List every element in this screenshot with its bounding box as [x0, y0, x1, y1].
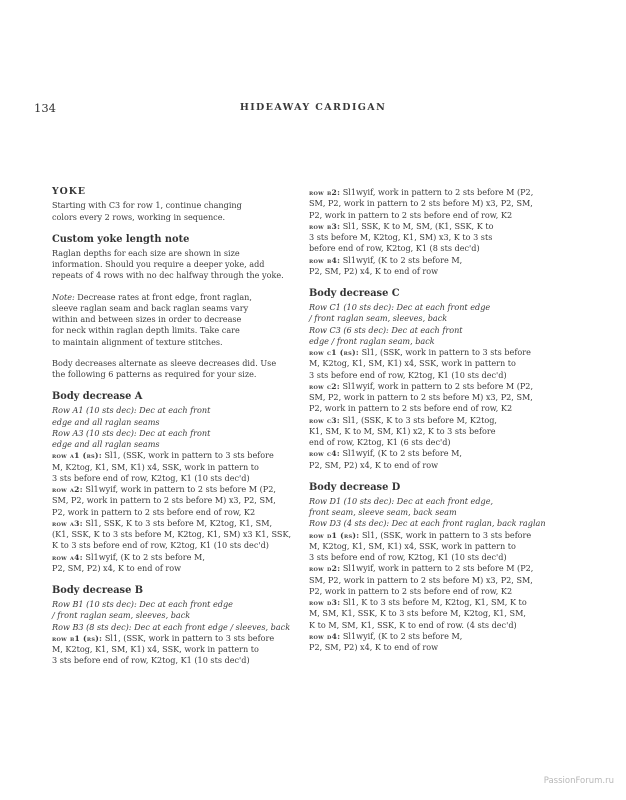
row-c2: row c2: Sl1wyif, work in pattern to 2 sts before M (P2, SM, P2, work in pattern to 2 sts before M) x3, P2, SM, P2, work in pattern to 2 sts before end of row, K2: [309, 380, 534, 414]
decrease-c-heading: Body decrease C: [309, 288, 400, 299]
note-text: Note: Decrease rates at front edge, front raglan, sleeve raglan seam and back raglan seams vary within and between sizes in order to decrease for neck within raglan depth limits. Take care to maintain alignment of texture stitches.: [52, 291, 252, 347]
left-column: [52, 186, 292, 667]
row-b2: row b2: Sl1wyif, work in pattern to 2 sts before M (P2, SM, P2, work in pattern to 2 sts before M) x3, P2, SM, P2, work in pattern to 2 sts before end of row, K2: [309, 187, 534, 220]
row-d1: row d1 (rs): Sl1, (SSK, work in pattern to 3 sts before M, K2tog, K1, SM, K1) x4, SSK, work in pattern to 3 sts before end of row, K2tog, K1 (10 sts dec'd): [309, 529, 532, 562]
row-a3: row a3: Sl1, SSK, K to 3 sts before M, K2tog, K1, SM, (K1, SSK, K to 3 sts before M, K2tog, K1, SM) x3 K1, SSK, K to 3 sts before end of row, K2tog, K1 (10 sts dec'd): [52, 517, 292, 551]
body-decreases-text: Body decreases alternate as sleeve decreases did. Use the following 6 patterns as required for your size.: [52, 357, 277, 379]
decrease-b-heading: Body decrease B: [52, 585, 143, 596]
decrease-a-summary: Row A1 (10 sts dec): Dec at each front edge and all raglan seams Row A3 (10 sts dec): Dec at each front edge and all raglan seams: [52, 405, 211, 449]
decrease-c-summary: Row C1 (10 sts dec): Dec at each front edge / front raglan seam, sleeves, back Row C3 (6 sts dec): Dec at each front edge / front raglan seam, back: [309, 302, 491, 346]
row-a1: row a1 (rs): Sl1, (SSK, work in pattern to 3 sts before M, K2tog, K1, SM, K1) x4, SSK, work in pattern to 3 sts before end of row, K2tog, K1 (10 sts dec'd): [52, 450, 274, 483]
row-b3: row b3: Sl1, SSK, K to M, SM, (K1, SSK, K to 3 sts before M, K2tog, K1, SM) x3, K to 3 sts before end of row, K2tog, K1 (8 sts dec'd): [309, 220, 494, 254]
row-b1: row b1 (rs): Sl1, (SSK, work in pattern to 3 sts before M, K2tog, K1, SM, K1) x4, SSK, work in pattern to 3 sts before end of row, K2tog, K1 (10 sts dec'd): [52, 632, 275, 666]
page-header: [0, 101, 626, 117]
note-label: Note:: [52, 291, 75, 302]
row-c1: row c1 (rs): Sl1, (SSK, work in pattern to 3 sts before M, K2tog, K1, SM, K1) x4, SSK, work in pattern to 3 sts before end of row, K2tog, K1 (10 sts dec'd): [309, 347, 531, 380]
decrease-d-heading: Body decrease D: [309, 481, 401, 493]
watermark: PassionForum.ru: [543, 776, 614, 786]
row-a4: row a4: Sl1wyif, (K to 2 sts before M, P2, SM, P2) x4, K to end of row: [52, 551, 205, 573]
decrease-d-summary: Row D1 (10 sts dec): Dec at each front edge, front seam, sleeve seam, back seam Row D3 (4 sts dec): Dec at each front raglan, back raglan: [309, 495, 546, 529]
decrease-b-summary: Row B1 (10 sts dec): Dec at each front edge / front raglan seam, sleeves, back Row B3 (8 sts dec): Dec at each front edge / sleeves, back: [52, 599, 291, 632]
row-a2: row a2: Sl1wyif, work in pattern to 2 sts before M (P2, SM, P2, work in pattern to 2 sts before M) x3, P2, SM, P2, work in pattern to 2 sts before end of row, K2: [52, 484, 276, 517]
row-d4: row d4: Sl1wyif, (K to 2 sts before M, P2, SM, P2) x4, K to end of row: [309, 630, 463, 652]
page-number: 134: [34, 101, 56, 115]
running-title: HIDEAWAY CARDIGAN: [239, 102, 387, 113]
row-c4: row c4: Sl1wyif, (K to 2 sts before M, P2, SM, P2) x4, K to end of row: [309, 448, 462, 470]
row-d2: row d2: Sl1wyif, work in pattern to 2 sts before M (P2, SM, P2, work in pattern to 2 sts before M) x3, P2, SM, P2, work in pattern to 2 sts before end of row, K2: [309, 563, 534, 596]
custom-yoke-heading: Custom yoke length note: [52, 233, 190, 245]
right-column: [309, 187, 559, 653]
yoke-text: Starting with C3 for row 1, continue changing colors every 2 rows, working in sequence.: [52, 200, 242, 222]
custom-yoke-text: Raglan depths for each size are shown in size information. Should you require a deeper yoke, add repeats of 4 rows with no dec halfway through the yoke.: [52, 247, 284, 281]
row-c3: row c3: Sl1, (SSK, K to 3 sts before M, K2tog, K1, SM, K to M, SM, K1) x2, K to 3 sts before end of row, K2tog, K1 (6 sts dec'd): [309, 414, 497, 447]
decrease-a-heading: Body decrease A: [52, 391, 143, 403]
row-d3: row d3: Sl1, K to 3 sts before M, K2tog, K1, SM, K to M, SM, K1, SSK, K to 3 sts before M, K2tog, K1, SM, K to M, SM, K1, SSK, K to end of row. (4 sts dec'd): [309, 597, 527, 630]
row-b4: row b4: Sl1wyif, (K to 2 sts before M, P2, SM, P2) x4, K to end of row: [309, 254, 463, 276]
yoke-heading: YOKE: [52, 186, 86, 197]
